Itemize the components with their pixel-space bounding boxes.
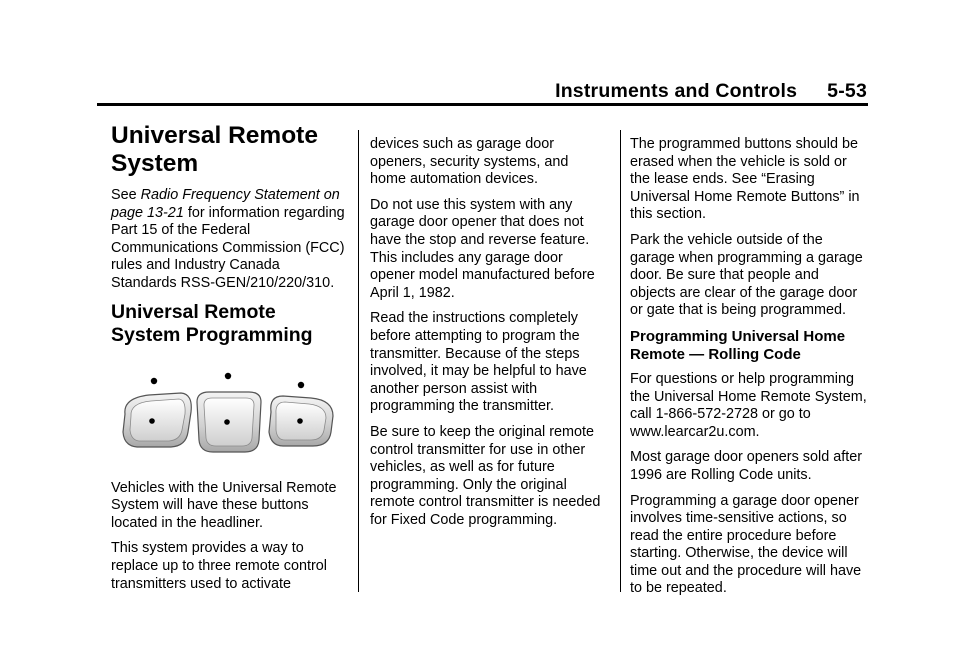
paragraph: Park the vehicle outside of the garage when programming a garage door. Be sure that people and objects are clear of the garage door or gate that is being programmed. <box>630 231 863 319</box>
paragraph: The programmed buttons should be erased when the vehicle is sold or the lease ends. See “Erasing Universal Home Remote Buttons” in this section. <box>630 136 860 223</box>
column-1 <box>111 122 349 601</box>
paragraph <box>111 187 349 293</box>
header-rule <box>97 103 868 106</box>
column-divider <box>358 130 359 592</box>
page-number: 5-53 <box>827 80 867 102</box>
paragraph-text: See <box>111 187 141 203</box>
paragraph: Programming a garage door opener involves time-sensitive actions, so read the entire procedure before starting. Otherwise, the device will time out and the procedure will have to be repeated. <box>630 492 862 597</box>
button-2-icon <box>197 372 261 451</box>
cross-reference: Radio Frequency Statement on page 13-21 <box>111 187 340 221</box>
paragraph: Do not use this system with any garage door opener that does not have the stop and reverse feature. This includes any garage door opener model manufactured before April 1, 1982. <box>370 196 595 301</box>
column-3 <box>630 136 868 606</box>
paragraph: This system provides a way to replace up to three remote control transmitters used to activate <box>111 540 327 592</box>
page-header <box>555 80 867 103</box>
headliner-buttons-illustration <box>111 362 349 470</box>
paragraph-text: for information regarding Part 15 of the Federal Communications Commission (FCC) rules and Industry Canada Standards RSS-GEN/210/220/310. <box>111 204 345 291</box>
subsection-heading: Universal Remote System Programming <box>111 300 313 347</box>
paragraph: devices such as garage door openers, security systems, and home automation devices. <box>370 136 569 188</box>
section-title: Instruments and Controls <box>555 80 798 102</box>
button-1-icon <box>123 377 191 446</box>
paragraph: For questions or help programming the Universal Home Remote System, call 1-866-572-2728 or go to www.learcar2u.com. <box>630 370 867 440</box>
column-2 <box>370 136 608 537</box>
paragraph: Read the instructions completely before attempting to program the transmitter. Because of the steps involved, it may be helpful to have another person assist with programming the transmitter. <box>370 310 587 415</box>
subsection-heading: Programming Universal Home Remote — Rolling Code <box>630 327 846 363</box>
column-divider <box>620 130 621 592</box>
paragraph: Most garage door openers sold after 1996 are Rolling Code units. <box>630 449 862 483</box>
button-3-icon <box>269 381 333 445</box>
paragraph: Be sure to keep the original remote control transmitter for use in other vehicles, as well as for future programming. Only the original remote control transmitter is needed for Fixed Code programming. <box>370 423 601 528</box>
section-heading: Universal Remote System <box>111 122 318 177</box>
paragraph: Vehicles with the Universal Remote System will have these buttons located in the headliner. <box>111 479 337 531</box>
